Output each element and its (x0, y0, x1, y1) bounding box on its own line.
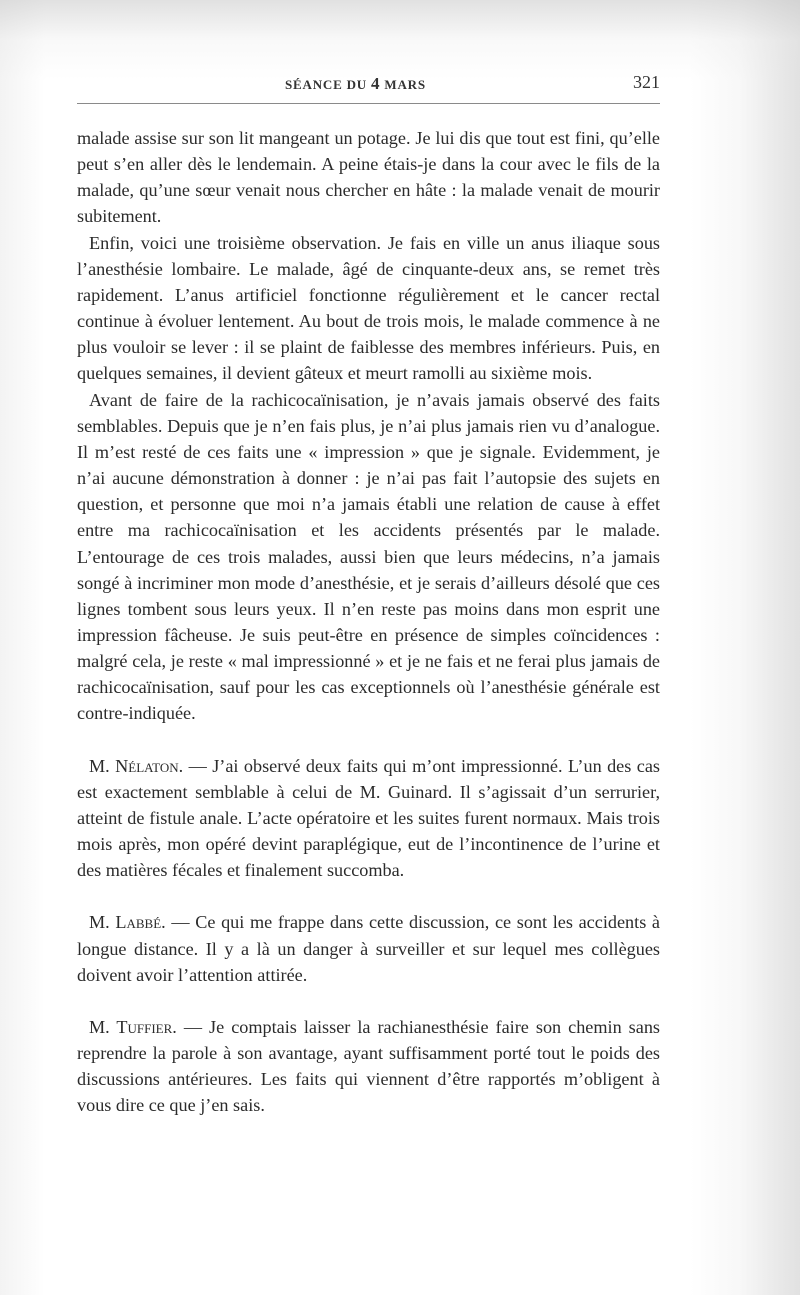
running-title-text: SÉANCE DU (285, 77, 372, 92)
header-rule (77, 103, 660, 104)
speaker-name: M. Nélaton. (89, 755, 184, 776)
intervention-nelaton (77, 753, 660, 884)
intervention-labbe (77, 909, 660, 987)
intervention-text: — Je comptais laisser la rachianesthésie faire son chemin sans reprendre la parole à son avantage, ayant suffisamment porté tout le poids des discussions antérieures. Les faits qui viennent d’être rapportés m’obligent à vous dire ce que j’en sais. (77, 1016, 660, 1116)
running-title-day: 4 (371, 74, 381, 93)
paragraph-continuation: malade assise sur son lit mangeant un potage. Je lui dis que tout est fini, qu’elle peut s’en aller dès le lendemain. A peine étais-je dans la cour avec le fils de la malade, qu’une sœur venait nous chercher en hâte : la malade venait de mourir subitement. (77, 128, 660, 227)
intervention-tuffier (77, 1014, 660, 1119)
paragraph-conclusion: Avant de faire de la rachicocaïnisation, je n’avais jamais observé des faits semblables. Depuis que je n’en fais plus, je n’ai plus jamais rien vu d’analogue. Il m’est resté de ces faits une « impression » que je signale. Evidemment, je n’ai aucune démonstration à donner : je n’ai pas fait l’autopsie des sujets en question, et personne que moi n’a jamais établi une relation de cause à effet entre ma rachicocaïnisation et les accidents présentés par le malade. L’entourage de ces trois malades, aussi bien que leurs médecins, n’a jamais songé à incriminer mon mode d’anesthésie, et je serais d’ailleurs désolé que ces lignes tombent sous leurs yeux. Il n’en reste pas moins dans mon esprit une impression fâcheuse. Je suis peut-être en présence de simples coïncidences : malgré cela, je reste « mal impressionné » et je ne fais et ne ferai plus jamais de rachicocaïnisation, sauf pour les cas exceptionnels où l’anesthésie générale est contre-indiquée. (77, 389, 660, 724)
body-text (77, 125, 660, 1118)
intervention-text: — Ce qui me frappe dans cette discussion, ce sont les accidents à longue distance. Il y a là un danger à surveiller et sur lequel mes collègues doivent avoir l’attention attirée. (77, 912, 661, 985)
page-header (77, 72, 660, 100)
running-title (285, 74, 426, 94)
page-number: 321 (633, 72, 660, 92)
paragraph-third-observation: Enfin, voici une troisième observation. Je fais en ville un anus iliaque sous l’anesthésie lombaire. Le malade, âgé de cinquante-deux ans, se remet très rapidement. L’anus artificiel fonctionne régulièrement et le cancer rectal continue à évoluer lentement. Au bout de trois mois, le malade commence à ne plus vouloir se lever : il se plaint de faiblesse des membres inférieurs. Puis, en quelques semaines, il devient gâteux et meurt ramolli au sixième mois. (77, 232, 660, 384)
speaker-name: M. Tuffier. (89, 1016, 177, 1037)
intervention-text: — J’ai observé deux faits qui m’ont impressionné. L’un des cas est exactement semblable à celui de M. Guinard. Il s’agissait d’un serrurier, atteint de fistule anale. L’acte opératoire et les suites furent normaux. Mais trois mois après, mon opéré devint paraplégique, eut de l’incontinence de l’urine et des matières fécales et finalement succomba. (77, 755, 660, 881)
running-title-month: MARS (380, 77, 426, 92)
speaker-name: M. Labbé. (89, 912, 166, 933)
